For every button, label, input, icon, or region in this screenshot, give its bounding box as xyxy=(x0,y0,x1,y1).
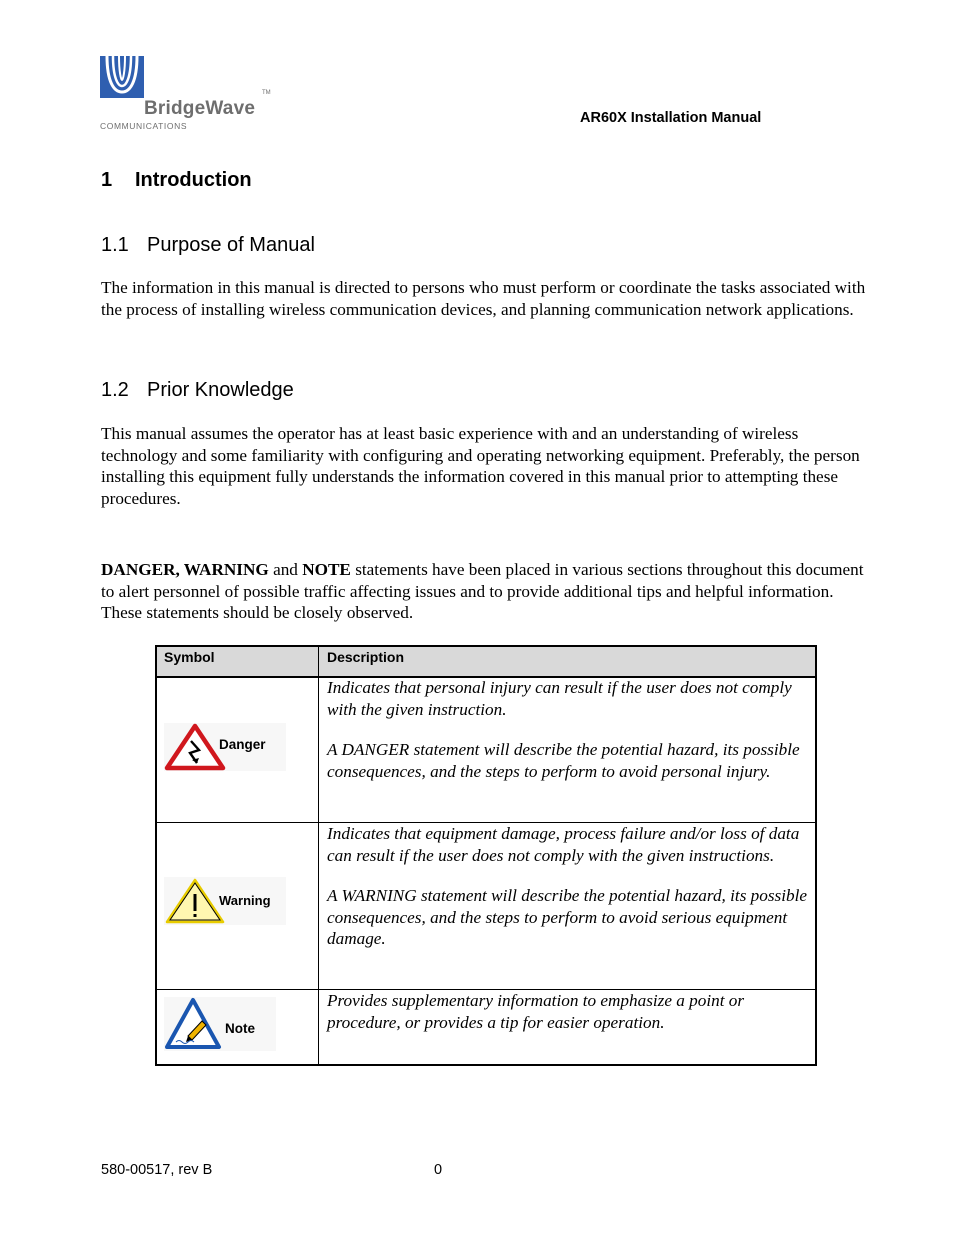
footer-document-number: 580-00517, rev B xyxy=(101,1162,213,1178)
notice-text: and xyxy=(268,560,303,579)
heading-number: 1 xyxy=(101,169,113,191)
logo-wordmark: BridgeWave xyxy=(144,98,256,119)
heading-text: Purpose of Manual xyxy=(147,234,315,256)
logo-subtitle: COMMUNICATIONS xyxy=(100,121,188,131)
warning-description xyxy=(327,823,815,950)
document-title: AR60X Installation Manual xyxy=(580,110,762,126)
danger-symbol xyxy=(164,723,286,771)
warning-label: Warning xyxy=(219,893,271,908)
warning-symbol xyxy=(164,877,286,925)
warning-exclamation-icon xyxy=(164,877,226,925)
company-logo xyxy=(100,54,280,134)
purpose-paragraph: The information in this manual is directed to persons who must perform or coordinate the tasks associated with the process of installing wireless communication devices, and planning communication network applications. xyxy=(101,278,866,319)
notice-text: statements have been placed in various sections throughout this document to alert personnel of possible traffic affecting issues and to provide additional tips and helpful information. These statements should be closely observed. xyxy=(101,560,864,622)
danger-lightning-icon xyxy=(164,723,226,771)
symbols-table xyxy=(155,645,817,1066)
column-divider xyxy=(318,647,319,1064)
bridgewave-logo-icon xyxy=(100,54,148,100)
heading-text: Prior Knowledge xyxy=(147,379,294,401)
notice-paragraph xyxy=(101,559,871,624)
table-header-row xyxy=(157,647,815,676)
note-description xyxy=(327,990,815,1033)
prior-knowledge-paragraph: This manual assumes the operator has at least basic experience with and an understanding of wireless technology and some familiarity with configuring and operating networking equipment. Preferably, the person installing this equipment fully understands the information covered in this manual prior to attempting these procedures. xyxy=(101,424,860,508)
heading-number: 1.2 xyxy=(101,379,129,401)
heading-text: Introduction xyxy=(135,169,252,191)
column-header-symbol: Symbol xyxy=(164,649,215,665)
description-line: A WARNING statement will describe the potential hazard, its possible consequences, and the steps to perform to avoid serious equipment damage. xyxy=(327,886,808,948)
note-label: Note xyxy=(225,1021,255,1036)
notice-bold-danger-warning: DANGER, WARNING xyxy=(101,560,269,579)
footer-page-number: 0 xyxy=(434,1162,443,1178)
heading-prior-knowledge xyxy=(101,379,294,402)
heading-purpose-of-manual xyxy=(101,234,315,257)
description-line: Indicates that equipment damage, process failure and/or loss of data can result if the user does not comply with the given instructions. xyxy=(327,824,800,865)
heading-number: 1.1 xyxy=(101,234,129,256)
danger-description xyxy=(327,677,815,782)
note-symbol xyxy=(164,997,276,1051)
description-line: Indicates that personal injury can result if the user does not comply with the given instruction. xyxy=(327,678,792,719)
description-line: A DANGER statement will describe the potential hazard, its possible consequences, and the steps to perform to avoid personal injury. xyxy=(327,740,800,781)
description-line: Provides supplementary information to emphasize a point or procedure, or provides a tip for easier operation. xyxy=(327,991,745,1032)
logo-trademark: TM xyxy=(262,90,271,96)
notice-bold-note: NOTE xyxy=(302,560,351,579)
danger-label: Danger xyxy=(219,737,266,752)
heading-introduction xyxy=(101,169,252,192)
note-pencil-icon xyxy=(164,997,222,1051)
column-header-description: Description xyxy=(327,649,405,665)
